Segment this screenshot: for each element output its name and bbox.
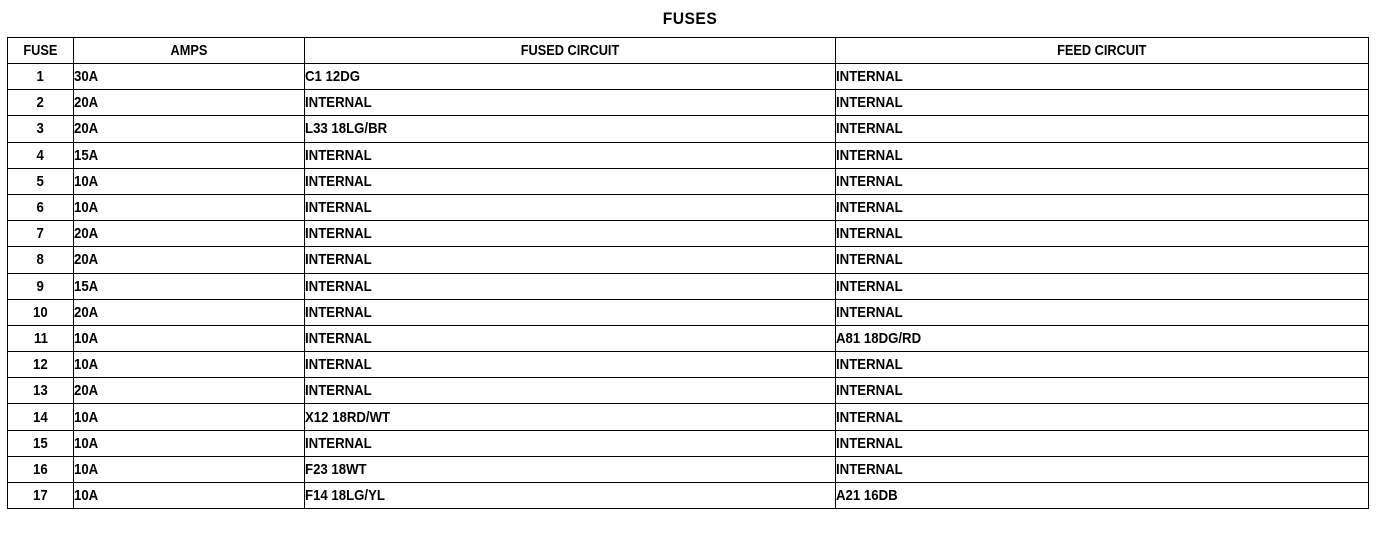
cell-feed-circuit: INTERNAL <box>836 273 1369 299</box>
cell-fuse: 7 <box>8 221 74 247</box>
cell-fused-circuit: INTERNAL <box>305 299 836 325</box>
table-row <box>8 483 1369 509</box>
table-row <box>8 194 1369 220</box>
cell-fuse: 14 <box>8 404 74 430</box>
table-header-row <box>8 38 1369 64</box>
cell-feed-circuit: INTERNAL <box>836 142 1369 168</box>
cell-feed-circuit: A21 16DB <box>836 483 1369 509</box>
cell-feed-circuit: A81 18DG/RD <box>836 325 1369 351</box>
cell-feed-circuit: INTERNAL <box>836 64 1369 90</box>
cell-fuse: 9 <box>8 273 74 299</box>
table-row <box>8 430 1369 456</box>
table-row <box>8 221 1369 247</box>
cell-feed-circuit: INTERNAL <box>836 456 1369 482</box>
table-row <box>8 168 1369 194</box>
table-body <box>8 64 1369 509</box>
cell-feed-circuit: INTERNAL <box>836 299 1369 325</box>
column-header-fused-circuit: FUSED CIRCUIT <box>305 38 836 64</box>
table-row <box>8 404 1369 430</box>
cell-fused-circuit: X12 18RD/WT <box>305 404 836 430</box>
page-title: FUSES <box>662 9 718 28</box>
cell-fuse: 16 <box>8 456 74 482</box>
cell-fuse: 10 <box>8 299 74 325</box>
cell-fuse: 11 <box>8 325 74 351</box>
table-row <box>8 90 1369 116</box>
cell-feed-circuit: INTERNAL <box>836 430 1369 456</box>
cell-fused-circuit: F23 18WT <box>305 456 836 482</box>
cell-fuse: 6 <box>8 194 74 220</box>
cell-fused-circuit: INTERNAL <box>305 168 836 194</box>
cell-fuse: 5 <box>8 168 74 194</box>
cell-feed-circuit: INTERNAL <box>836 378 1369 404</box>
table-row <box>8 116 1369 142</box>
cell-fused-circuit: INTERNAL <box>305 352 836 378</box>
cell-feed-circuit: INTERNAL <box>836 194 1369 220</box>
cell-amps: 10A <box>74 483 305 509</box>
cell-fused-circuit: INTERNAL <box>305 430 836 456</box>
cell-amps: 20A <box>74 90 305 116</box>
cell-amps: 30A <box>74 64 305 90</box>
table-row <box>8 456 1369 482</box>
column-header-feed-circuit: FEED CIRCUIT <box>836 38 1369 64</box>
cell-amps: 10A <box>74 456 305 482</box>
cell-fused-circuit: INTERNAL <box>305 90 836 116</box>
table-row <box>8 64 1369 90</box>
column-header-amps: AMPS <box>74 38 305 64</box>
cell-fuse: 13 <box>8 378 74 404</box>
column-header-fuse: FUSE <box>8 38 74 64</box>
cell-feed-circuit: INTERNAL <box>836 168 1369 194</box>
table-row <box>8 325 1369 351</box>
cell-amps: 20A <box>74 221 305 247</box>
cell-fuse: 1 <box>8 64 74 90</box>
cell-fused-circuit: INTERNAL <box>305 247 836 273</box>
cell-amps: 10A <box>74 404 305 430</box>
table-row <box>8 378 1369 404</box>
cell-fuse: 12 <box>8 352 74 378</box>
cell-amps: 10A <box>74 168 305 194</box>
cell-fused-circuit: INTERNAL <box>305 378 836 404</box>
fuse-table <box>7 37 1369 509</box>
cell-feed-circuit: INTERNAL <box>836 352 1369 378</box>
cell-fused-circuit: L33 18LG/BR <box>305 116 836 142</box>
cell-amps: 20A <box>74 299 305 325</box>
table-row <box>8 273 1369 299</box>
cell-amps: 15A <box>74 273 305 299</box>
cell-feed-circuit: INTERNAL <box>836 221 1369 247</box>
cell-amps: 20A <box>74 247 305 273</box>
cell-fused-circuit: INTERNAL <box>305 194 836 220</box>
cell-fuse: 4 <box>8 142 74 168</box>
cell-amps: 20A <box>74 378 305 404</box>
table-row <box>8 142 1369 168</box>
cell-amps: 10A <box>74 194 305 220</box>
cell-fused-circuit: INTERNAL <box>305 273 836 299</box>
cell-fuse: 2 <box>8 90 74 116</box>
cell-feed-circuit: INTERNAL <box>836 116 1369 142</box>
cell-amps: 20A <box>74 116 305 142</box>
cell-fused-circuit: C1 12DG <box>305 64 836 90</box>
cell-feed-circuit: INTERNAL <box>836 404 1369 430</box>
table-row <box>8 299 1369 325</box>
cell-amps: 10A <box>74 430 305 456</box>
cell-fused-circuit: INTERNAL <box>305 221 836 247</box>
cell-fuse: 3 <box>8 116 74 142</box>
cell-fused-circuit: INTERNAL <box>305 325 836 351</box>
cell-fused-circuit: F14 18LG/YL <box>305 483 836 509</box>
cell-feed-circuit: INTERNAL <box>836 247 1369 273</box>
cell-fuse: 17 <box>8 483 74 509</box>
table-row <box>8 352 1369 378</box>
cell-amps: 10A <box>74 352 305 378</box>
cell-amps: 15A <box>74 142 305 168</box>
cell-fuse: 8 <box>8 247 74 273</box>
cell-fused-circuit: INTERNAL <box>305 142 836 168</box>
cell-fuse: 15 <box>8 430 74 456</box>
cell-feed-circuit: INTERNAL <box>836 90 1369 116</box>
cell-amps: 10A <box>74 325 305 351</box>
table-row <box>8 247 1369 273</box>
